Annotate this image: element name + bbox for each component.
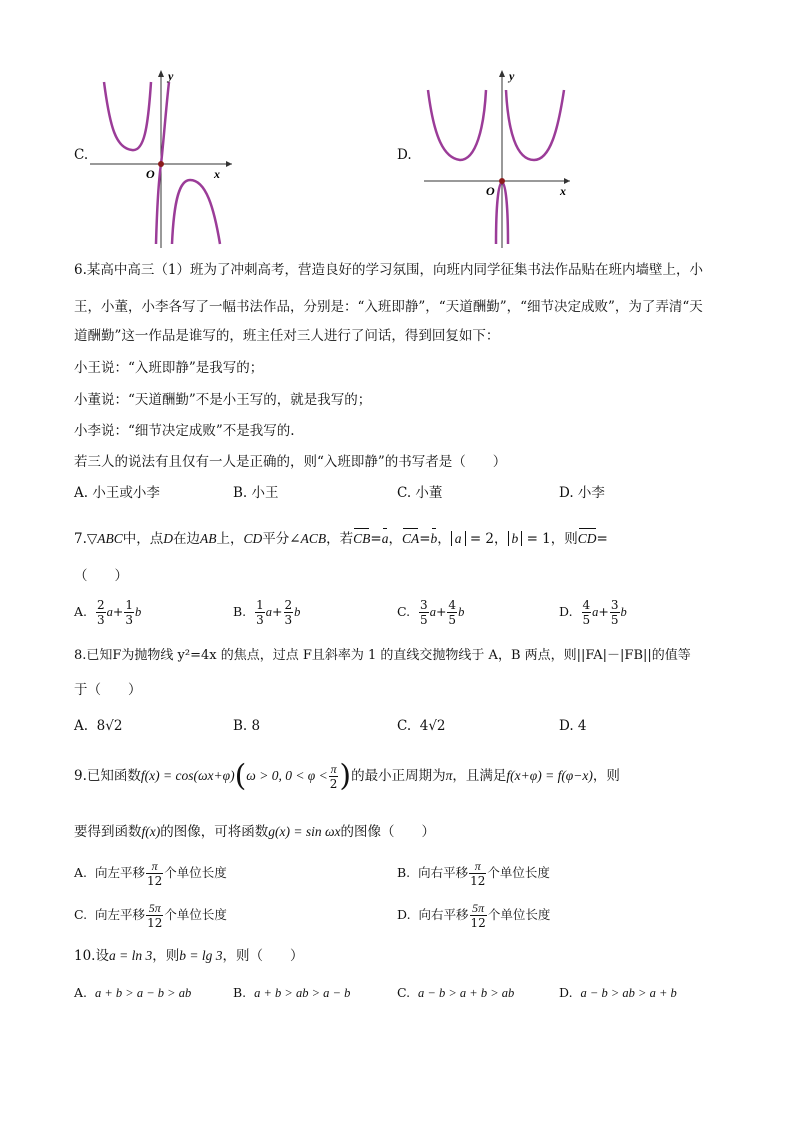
vector-a: a [381, 531, 389, 546]
magnitude-b-value: = 1 [526, 531, 551, 547]
q10-option-c[interactable] [397, 985, 514, 1001]
q10-a-def: a = ln 3 [108, 948, 153, 963]
q9-text: ，且满足 [452, 768, 507, 784]
q6-option-b[interactable]: B. 小王 [233, 485, 279, 501]
option-d-label: D. [397, 147, 412, 163]
q7-angle: ∠ACB [289, 531, 327, 546]
option-expr: a + b > a − b > ab [94, 986, 192, 1000]
fraction: $\frac{5\pi}{12}$ [470, 901, 486, 930]
q9-option-d[interactable] [397, 901, 550, 930]
option-label: C. [397, 718, 412, 734]
q8-option-c[interactable] [397, 717, 446, 735]
option-c-label: C. [74, 147, 89, 163]
q7-prefix: 7. [74, 531, 87, 547]
x-axis-label: x [560, 184, 566, 198]
curve-left-u [428, 90, 486, 160]
option-label: C. [397, 985, 411, 1000]
vector-ca: CA [401, 531, 420, 546]
q6-line-3: 道酬勤”这一作品是谁写的，班主任对三人进行了问话，得到回复如下： [74, 328, 500, 344]
q10-option-a[interactable] [74, 985, 191, 1001]
q7-eq: = [596, 531, 608, 547]
paren-close: ) [339, 758, 352, 794]
plus: + [112, 604, 124, 619]
option-value: 8√2 [96, 718, 123, 734]
magnitude-b: b [508, 531, 523, 546]
q9-gx: g(x) = sin ωx [268, 824, 341, 839]
q7-text: 上， [216, 531, 244, 547]
fraction: $\frac{2}{3}$ [284, 598, 293, 627]
option-expr: a − b > ab > a + b [580, 986, 677, 1000]
option-label: B. [233, 604, 247, 619]
q6-line-5: 小董说：“天道酬勤”不是小王写的，就是我写的； [74, 392, 372, 408]
q9-text: 要得到函数 [74, 824, 142, 840]
plus: + [598, 604, 609, 619]
option-text: 向左平移 [95, 907, 146, 922]
option-text: 向左平移 [94, 865, 145, 880]
q8-option-b[interactable]: B. 8 [233, 718, 261, 734]
q9-text: 的图像，可将函数 [160, 824, 269, 840]
q9-stem-line-1 [74, 758, 620, 794]
q8-line-2: 于（ ） [74, 682, 142, 698]
option-label: B. [233, 985, 247, 1000]
option-d-graph [420, 68, 576, 250]
origin-dot [158, 161, 164, 167]
option-expr: a − b > a + b > ab [418, 986, 515, 1000]
q10-text: ，则（ ） [222, 948, 304, 964]
y-axis-label: y [509, 69, 515, 83]
q9-pi: π [445, 768, 453, 783]
q6-line-6: 小李说：“细节决定成败”不是我写的. [74, 423, 295, 439]
q9-equation: f(x+φ) = f(φ−x) [506, 768, 593, 783]
plus: + [435, 604, 447, 619]
magnitude-a: a [451, 531, 466, 546]
q9-option-b[interactable] [397, 859, 550, 888]
q10-b-def: b = lg 3 [179, 948, 223, 963]
vector-b: b [430, 531, 438, 546]
fraction-pi-over-2: $\frac{\pi}{2}$ [329, 762, 338, 791]
option-expr: a + b > ab > a − b [254, 986, 351, 1000]
origin-label: O [146, 167, 155, 181]
plus: + [272, 604, 283, 619]
q9-function: f(x) = cos(ωx+φ) [140, 768, 235, 783]
x-axis-arrow [226, 161, 232, 167]
var: a [592, 605, 599, 619]
q6-line-4: 小王说：“入班即静”是我写的； [74, 360, 264, 376]
q7-side-ab: AB [200, 531, 217, 546]
var: b [134, 605, 142, 619]
curve-right-n [172, 180, 220, 244]
q7-text: 在边 [173, 531, 201, 547]
q7-text: ，则 [550, 531, 578, 547]
q8-line-1: 8.已知F为抛物线 y²=4x 的焦点，过点 F且斜率为 1 的直线交抛物线于 A，B 两点，则||FA|－|FB||的值等 [74, 648, 691, 663]
q9-option-a[interactable] [74, 859, 227, 888]
q10-text: ，则 [152, 948, 180, 964]
q9-text: 的图像（ ） [340, 824, 435, 840]
q9-text: 的最小正周期为 [351, 768, 446, 784]
q10-option-d[interactable] [559, 985, 677, 1001]
q7-option-c[interactable] [397, 598, 464, 627]
option-unit: 个单位长度 [164, 865, 227, 880]
q7-option-d[interactable] [559, 598, 627, 627]
q9-condition: ω > 0, 0 < φ < [246, 768, 328, 783]
q9-stem-line-2 [74, 823, 435, 841]
option-text: 向右平移 [418, 907, 469, 922]
option-label: D. [559, 985, 573, 1000]
fraction: $\frac{1}{3}$ [256, 598, 264, 627]
q7-text: 平分 [262, 531, 290, 547]
var: b [620, 605, 627, 619]
x-axis-label: x [214, 167, 220, 181]
fraction: $\frac{2}{3}$ [96, 598, 105, 627]
var: a [265, 605, 273, 619]
curve-left-u [104, 82, 151, 150]
q10-option-b[interactable] [233, 985, 350, 1001]
q7-text: ，若 [326, 531, 354, 547]
option-label: A. [74, 718, 89, 734]
q7-segment-cd: CD [243, 531, 263, 546]
var: b [458, 605, 465, 619]
option-label: C. [74, 907, 88, 922]
option-label: A. [74, 985, 88, 1000]
q7-text: ， [388, 531, 402, 547]
q7-eq: = [370, 531, 382, 547]
q7-text: ， [437, 531, 451, 547]
y-axis-arrow [158, 70, 164, 77]
q6-line-1: 6.某高中高三（1）班为了冲刺高考，营造良好的学习氛围，向班内同学征集书法作品贴在班内墙壁上，小 [74, 262, 703, 278]
fraction: $\frac{\pi}{12}$ [146, 859, 163, 888]
q9-fx: f(x) [141, 824, 161, 839]
q6-option-c[interactable]: C. 小董 [397, 485, 443, 501]
q7-text: 中，点 [122, 531, 164, 547]
q7-eq: = [419, 531, 431, 547]
q7-stem [74, 530, 608, 548]
q6-option-a[interactable]: A. 小王或小李 [74, 485, 160, 501]
magnitude-a-value: = 2 [469, 531, 495, 547]
q10-prefix: 10.设 [74, 948, 109, 964]
option-label: D. [397, 907, 411, 922]
var: a [429, 605, 436, 619]
q7-text: ， [494, 531, 508, 547]
q7-triangle: ABC [97, 531, 123, 546]
q10-stem [74, 947, 303, 965]
y-axis-arrow [499, 70, 505, 77]
q9-prefix: 9.已知函数 [74, 768, 141, 784]
option-unit: 个单位长度 [487, 907, 551, 922]
q6-option-d[interactable]: D. 小李 [559, 485, 605, 501]
fraction: $\frac{5\pi}{12}$ [147, 901, 163, 930]
vector-cb: CB [353, 531, 371, 546]
q7-option-a[interactable] [74, 598, 141, 627]
q7-point-d: D [163, 531, 174, 546]
option-c-graph [86, 68, 236, 250]
q6-line-7: 若三人的说法有且仅有一人是正确的，则“入班即静”的书写者是（ ） [74, 454, 507, 470]
y-axis-label: y [168, 69, 174, 83]
triangle-symbol: ▽ [86, 531, 98, 547]
curve-right-u [506, 90, 564, 160]
option-value: 4√2 [419, 718, 446, 734]
option-label: D. [559, 604, 573, 619]
option-text: 向右平移 [418, 865, 469, 880]
option-label: A. [74, 604, 88, 619]
fraction: $\frac{\pi}{12}$ [470, 859, 486, 888]
q6-line-2: 王，小董，小李各写了一幅书法作品，分别是：“入班即静”，“天道酬勤”，“细节决定成败”，为了弄清“天 [74, 299, 703, 315]
var: a [106, 605, 113, 619]
fraction: $\frac{3}{5}$ [610, 598, 619, 627]
fraction: $\frac{4}{5}$ [582, 598, 591, 627]
q7-option-b[interactable] [233, 598, 300, 627]
fraction: $\frac{3}{5}$ [420, 598, 428, 627]
q9-option-c[interactable] [74, 901, 227, 930]
origin-label: O [486, 184, 495, 198]
origin-dot [499, 178, 505, 184]
var: b [294, 605, 301, 619]
q9-text: ，则 [592, 768, 620, 784]
option-unit: 个单位长度 [487, 865, 550, 880]
q8-option-a[interactable] [74, 717, 122, 735]
q7-paren: （ ） [74, 568, 128, 584]
paren-open: ( [234, 758, 247, 794]
vector-cd: CD [577, 531, 597, 546]
option-label: A. [74, 865, 88, 880]
option-label: B. [397, 865, 411, 880]
fraction: $\frac{4}{5}$ [448, 598, 457, 627]
fraction: $\frac{1}{3}$ [125, 598, 133, 627]
option-unit: 个单位长度 [164, 907, 227, 922]
option-label: C. [397, 604, 411, 619]
q8-option-d[interactable]: D. 4 [559, 718, 587, 734]
